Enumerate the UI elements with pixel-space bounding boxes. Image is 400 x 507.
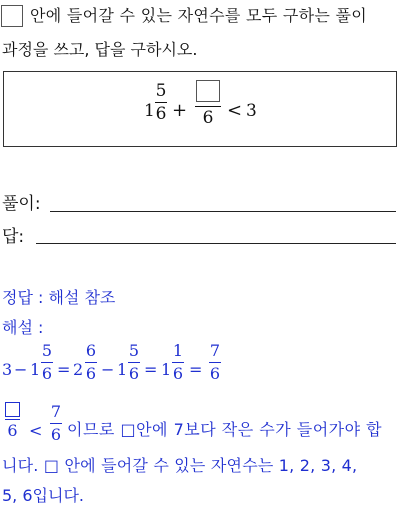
fraction-1-numerator: 5 <box>155 81 167 101</box>
answer-label: 답: <box>2 227 25 247</box>
expression-whole: 1 <box>144 101 155 121</box>
numerator: 7 <box>209 341 221 360</box>
denominator: 6 <box>128 364 140 383</box>
calc-equals: = <box>189 360 203 379</box>
fraction-bar <box>172 362 184 363</box>
compare-less-than: < <box>29 421 43 440</box>
fraction-blank-denominator: 6 <box>202 108 214 128</box>
fraction-bar <box>85 362 97 363</box>
blank-fraction <box>5 402 20 440</box>
solution-label: 풀이: <box>2 194 41 214</box>
answer-key-title: 정답 : 해설 참조 <box>2 288 116 307</box>
expression-fraction-1 <box>155 82 167 123</box>
denominator: 6 <box>85 364 97 383</box>
denominator: 6 <box>50 425 62 444</box>
blank-square-icon <box>5 402 20 417</box>
numerator: 5 <box>128 341 140 360</box>
answer-writing-line <box>36 243 396 244</box>
calc-term: 3 <box>2 360 13 379</box>
fraction-bar <box>155 102 167 103</box>
fraction-bar <box>209 362 221 363</box>
calc-fraction <box>41 342 53 383</box>
calc-fraction <box>85 342 97 383</box>
numerator: 5 <box>41 341 53 360</box>
question-line-2: 과정을 쓰고, 답을 구하시오. <box>2 40 198 59</box>
denominator: 6 <box>41 364 53 383</box>
calc-minus: − <box>101 360 115 379</box>
final-line-1: 니다. □ 안에 들어갈 수 있는 자연수는 1, 2, 3, 4, <box>2 456 358 475</box>
numerator: 1 <box>172 341 184 360</box>
expression-fraction-blank <box>195 80 221 127</box>
calc-fraction <box>172 342 184 383</box>
fraction-1-denominator: 6 <box>155 104 167 124</box>
numerator: 7 <box>50 402 62 421</box>
explanation-label: 해설 : <box>2 318 44 337</box>
denominator: 6 <box>172 364 184 383</box>
calc-fraction <box>209 342 221 383</box>
expression-plus: + <box>172 100 188 121</box>
fraction-bar <box>5 419 20 420</box>
denominator: 6 <box>209 364 221 383</box>
blank-square-icon <box>1 5 23 27</box>
numerator: 6 <box>85 341 97 360</box>
blank-square-icon <box>196 80 220 102</box>
expression-less-than: < <box>227 100 243 121</box>
final-line-2: 5, 6입니다. <box>2 486 84 505</box>
fraction-bar <box>128 362 140 363</box>
compare-fraction <box>50 403 62 444</box>
calc-whole: 1 <box>161 360 172 379</box>
calc-equals: = <box>144 360 158 379</box>
calc-equals: = <box>57 360 71 379</box>
fraction-bar <box>41 362 53 363</box>
fraction-bar <box>50 423 62 424</box>
calc-whole: 2 <box>73 360 84 379</box>
calc-whole: 1 <box>117 360 128 379</box>
expression-rhs: 3 <box>246 101 257 121</box>
question-blank-box <box>1 5 23 27</box>
fraction-bar <box>195 106 221 107</box>
denominator: 6 <box>7 421 18 440</box>
calc-fraction <box>128 342 140 383</box>
solution-writing-line <box>50 211 396 212</box>
question-line-1: 안에 들어갈 수 있는 자연수를 모두 구하는 풀이 <box>30 6 368 25</box>
calc-minus: − <box>14 360 28 379</box>
compare-text: 이므로 □안에 7보다 작은 수가 들어가야 합 <box>67 420 383 439</box>
calc-whole: 1 <box>30 360 41 379</box>
